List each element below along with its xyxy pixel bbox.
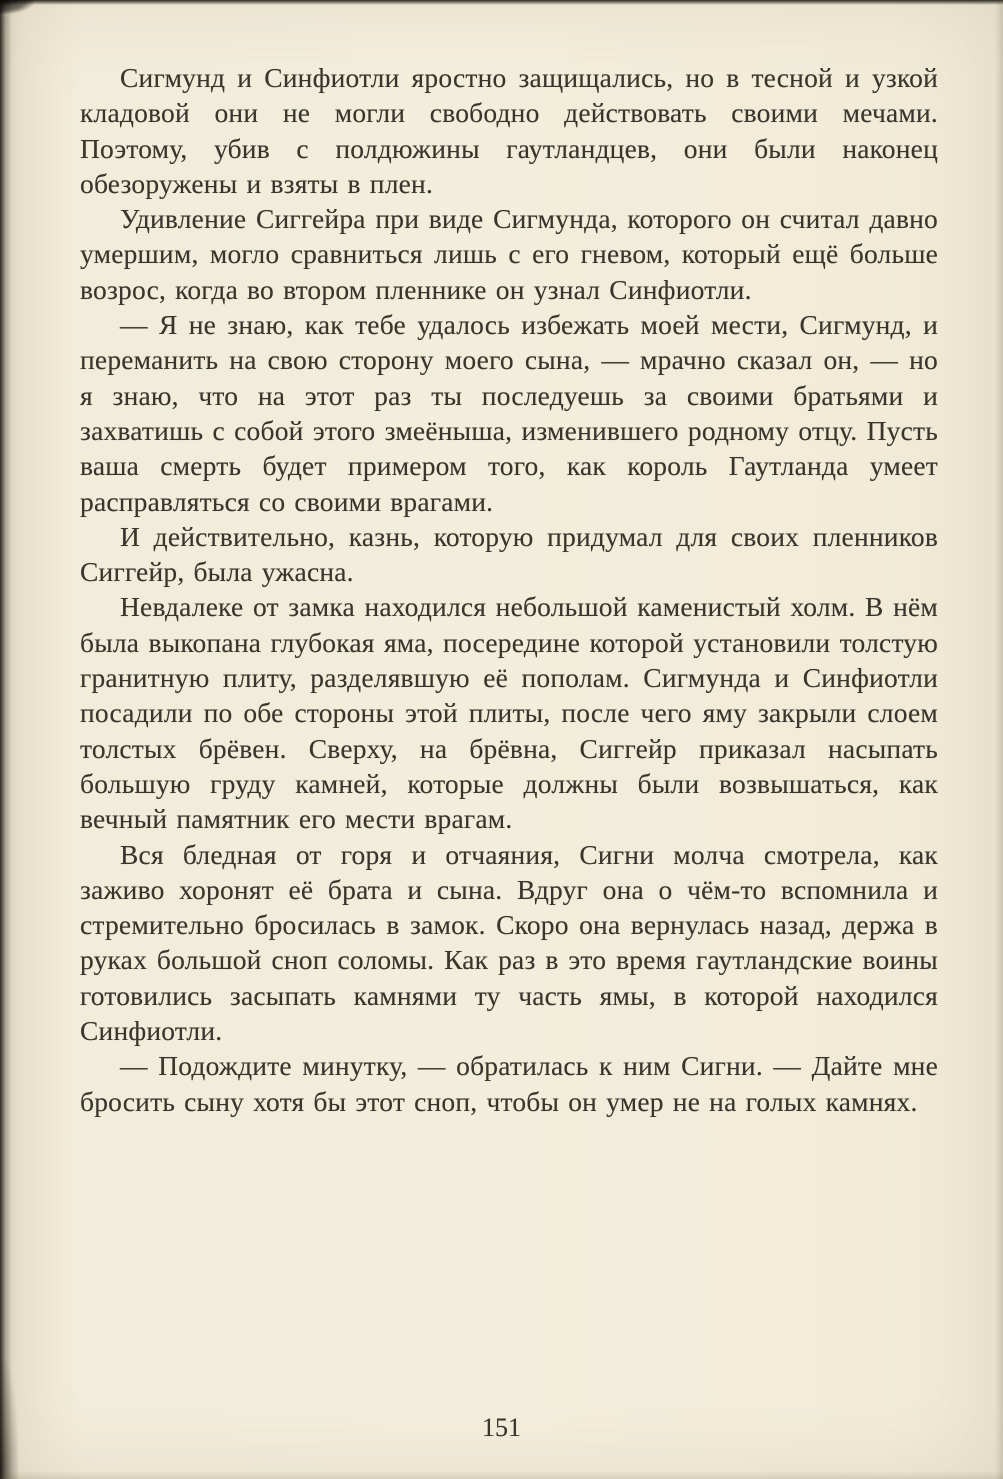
scan-edge-right [995,0,1003,1479]
scan-edge-left [0,0,12,1479]
paragraph: Невдалеке от замка находился небольшой каменистый холм. В нём была выкопана глубокая яма, посередине которой установили толстую гранитную плиту, разделявшую её пополам. Сигмунда и Синфиотли посадили по обе стороны этой плиты, после чего яму закрыли слоем толстых брёвен. Сверху, на брёвна, Сиггейр приказал насыпать большую груду камней, которые должны были возвышаться, как вечный памятник его мести врагам. [80,591,938,835]
paragraph: Вся бледная от горя и отчаяния, Сигни молча смотрела, как заживо хоронят её брата и сына. Вдруг она о чём-то вспомнила и стремительно бросилась в замок. Скоро она вернулась назад, держа в руках большой сноп соломы. Как раз в это время гаутландские воины готовились засыпать камнями ту часть ямы, в которой находился Синфиотли. [80,838,938,1047]
page-number: 151 [482,1413,521,1442]
paragraph: Сигмунд и Синфиотли яростно защищались, но в тесной и узкой кладовой они не могли свободно действовать своими мечами. Поэтому, убив с полдюжины гаутландцев, они были наконец обезоружены и взяты в плен. [80,62,938,199]
page-text [80,60,938,1119]
paragraph: Удивление Сиггейра при виде Сигмунда, которого он считал давно умершим, могло сравниться лишь с его гневом, который ещё больше возрос, когда во втором пленнике он узнал Синфиотли. [80,203,938,305]
scan-edge-top [0,0,1003,5]
paragraph: И действительно, казнь, которую придумал для своих пленников Сиггейр, была ужасна. [80,520,938,588]
scan-edge-bottom [0,1471,1003,1479]
paragraph: — Подождите минутку, — обратилась к ним Сигни. — Дайте мне бросить сыну хотя бы этот сноп, чтобы он умер не на голых камнях. [80,1050,938,1117]
scan-corner-bottom-left [0,1359,18,1479]
paragraph: — Я не знаю, как тебе удалось избежать моей мести, Сигмунд, и переманить на свою сторону моего сына, — мрачно сказал он, — но я знаю, что на этот раз ты последуешь за своими братьями и захватишь с собой этого змеёныша, изменившего родному отцу. Пусть ваша смерть будет примером того, как король Гаутланда умеет расправляться со своими врагами. [80,309,938,517]
scan-corner-top-left [0,0,34,14]
